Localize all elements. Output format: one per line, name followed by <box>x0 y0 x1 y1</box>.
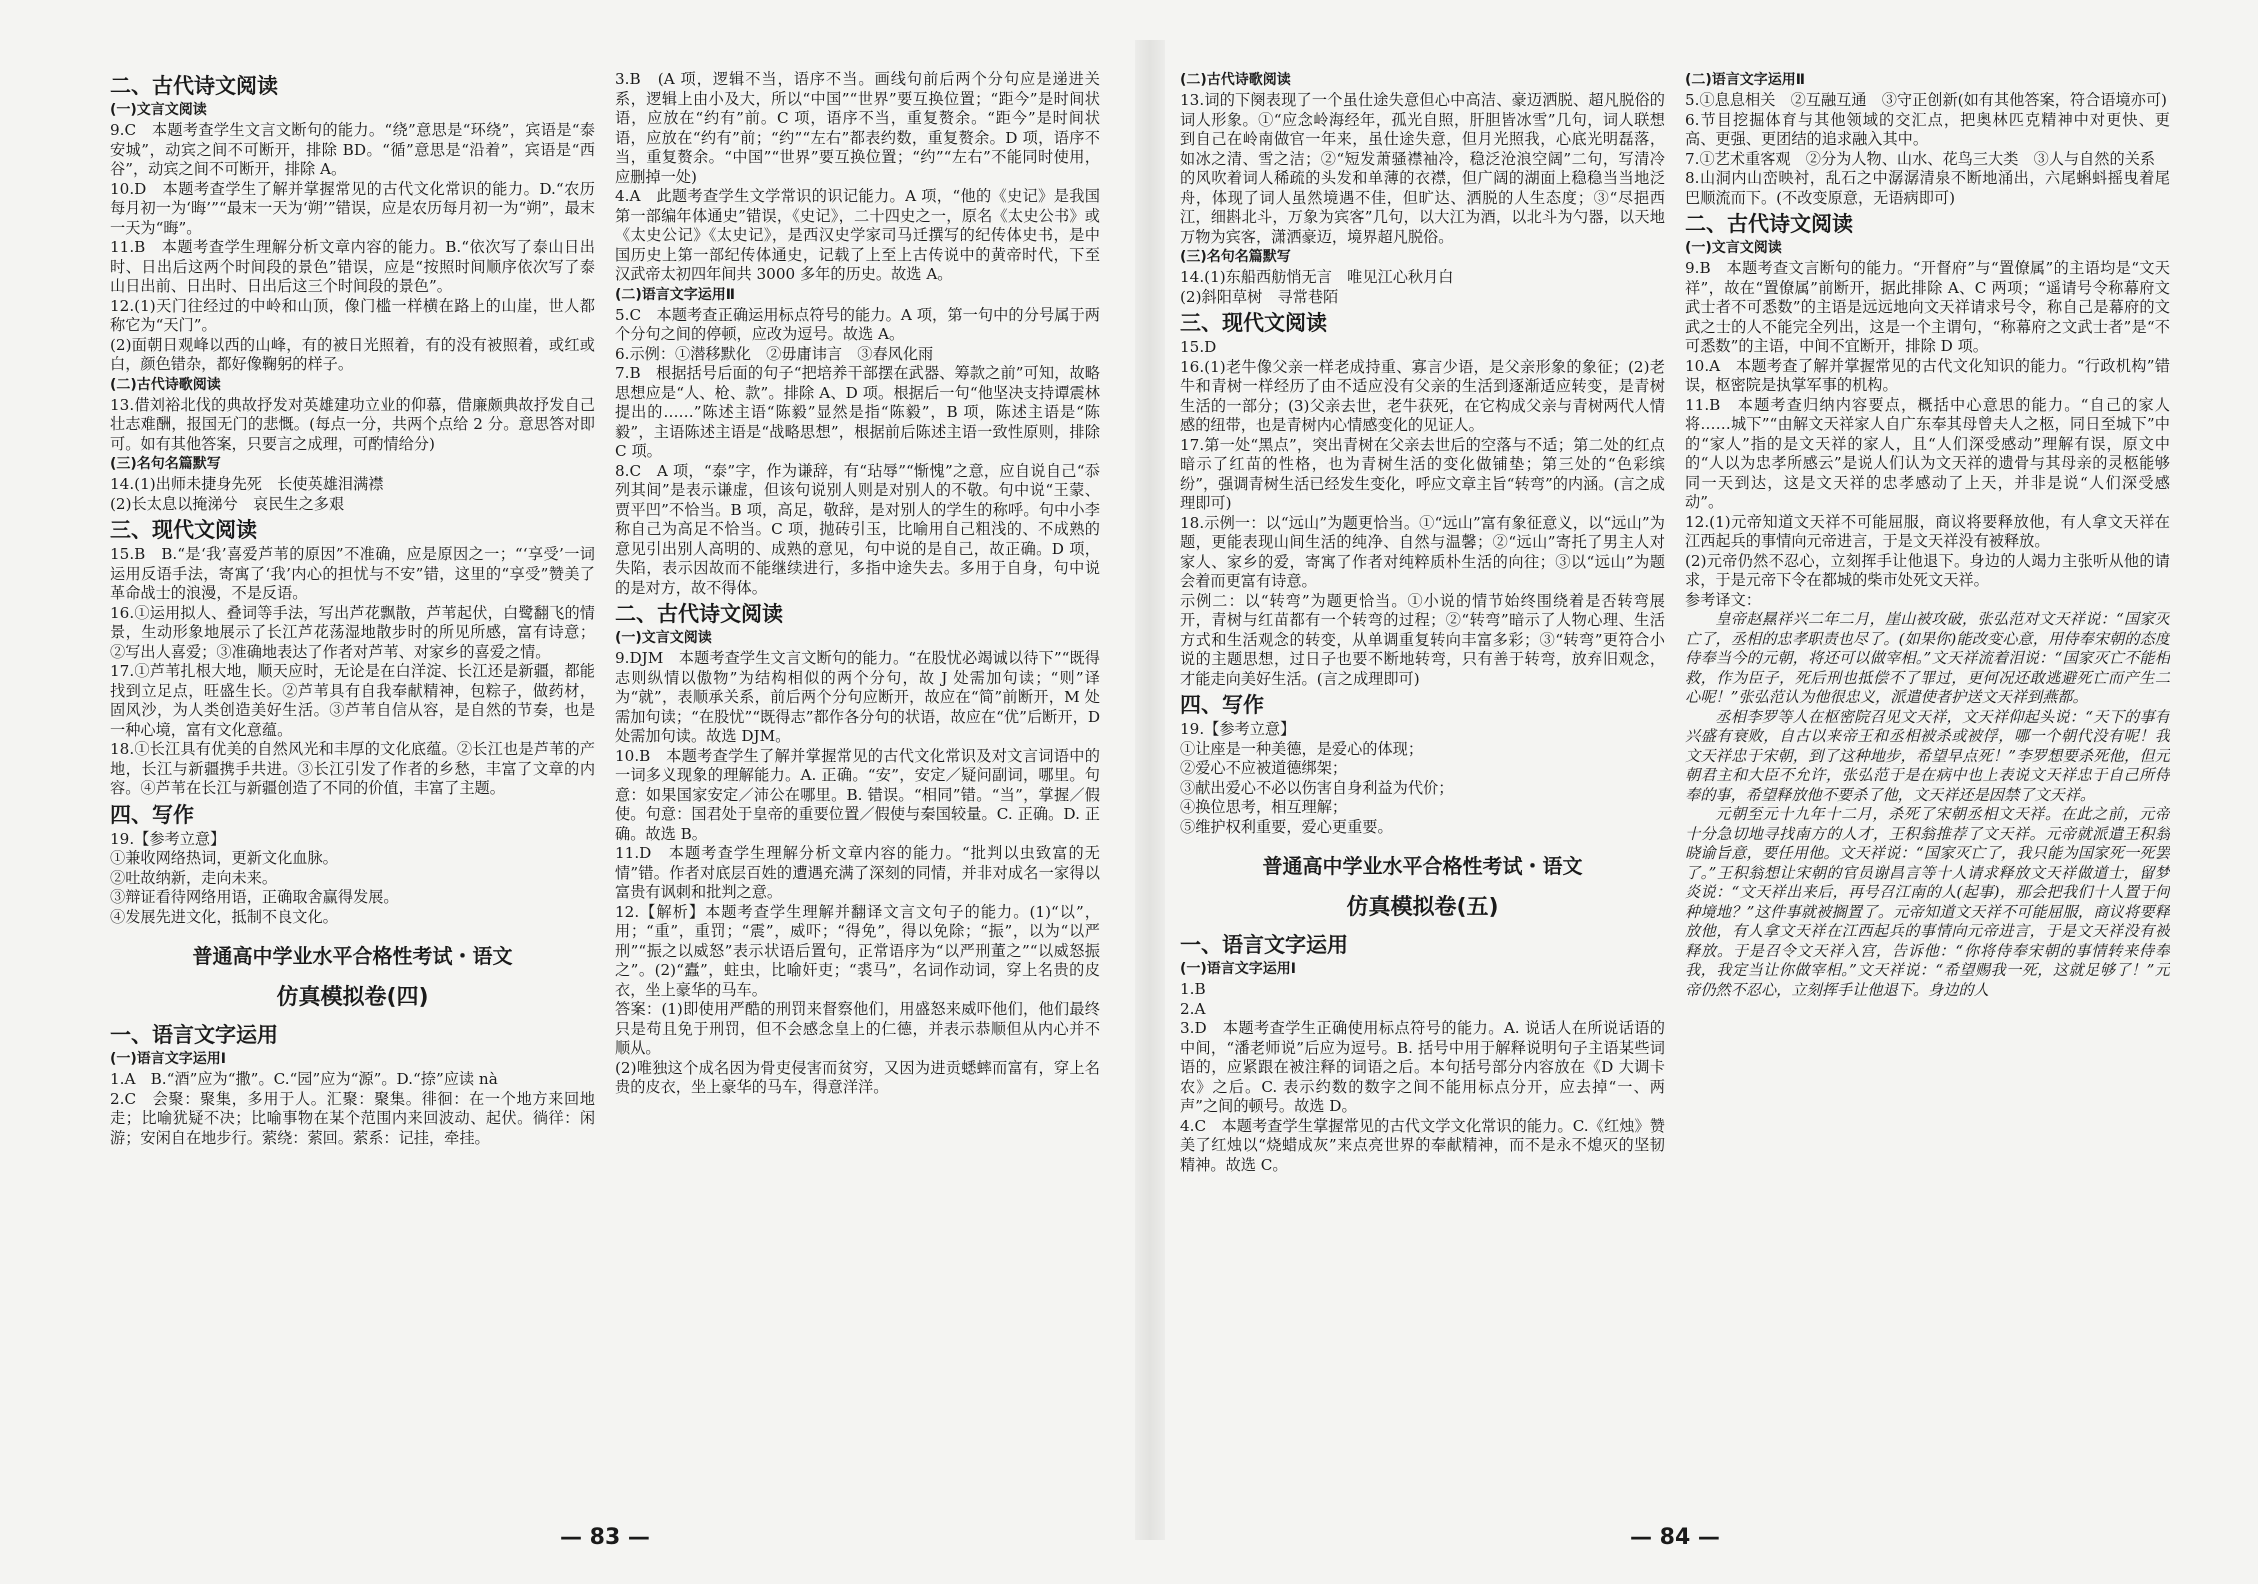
answer-paragraph: 14.(1)出师未捷身先死 长使英雄泪满襟 <box>110 475 384 493</box>
answer-paragraph: 1.B <box>1180 980 1206 998</box>
answer-paragraph: 6.示例：①潜移默化 ②毋庸讳言 ③春风化雨 <box>615 344 934 363</box>
section-heading: 一、语言文字运用 <box>110 1023 278 1047</box>
answer-paragraph: 10.B 本题考查学生了解并掌握常见的古代文化常识及对文言词语中的一词多义现象的理解能力。A. 正确。“安”，安定／疑问副词，哪里。句意：如果国家安定／沛公在哪里。B. 错误。“相同”错。“当”，掌握／假使。句意：国君处于皇帝的重要位置／假使与秦国较量。C. 正确。D. 正确。故选 B。 <box>615 746 1100 843</box>
subsection-heading: (二)语言文字运用Ⅱ <box>615 286 736 303</box>
answer-paragraph: 答案：(1)即使用严酷的刑罚来督察他们，用盛怒来威吓他们，他们最终只是苟且免于刑罚，但不会感念皇上的仁德，并表示恭顺但从内心并不顺从。 <box>615 1000 1100 1057</box>
answer-paragraph: 5.C 本题考查正确运用标点符号的能力。A 项，第一句中的分号属于两个分句之间的停顿，应改为逗号。故选 A。 <box>615 305 1100 343</box>
answer-paragraph: 15.B B.“是‘我’喜爱芦苇的原因”不准确，应是原因之一；“‘享受’一词运用反语手法，寄寓了‘我’内心的担忧与不安”错，这里的“享受”赞美了革命战士的浪漫，不是反语。 <box>110 545 595 602</box>
answer-paragraph: 19.【参考立意】 <box>110 829 226 848</box>
subsection-heading: (二)古代诗歌阅读 <box>110 376 221 393</box>
answer-paragraph: 3.B (A 项，逻辑不当，语序不当。画线句前后两个分句应是递进关系，逻辑上由小及大，所以“中国”“世界”要互换位置；“距今”是时间状语，应放在“约有”前。C 项，语序不当，重复赘余。“距今”是时间状语，应放在“约有”前；“约”“左右”都表约数，重复赘余。D 项，语序不当，重复赘余。“中国”“世界”要互换位置；“约”“左右”不能同时使用，应删掉一处) <box>615 70 1100 186</box>
answer-paragraph: 18.示例一：以“远山”为题更恰当。①“远山”富有象征意义，以“远山”为题，更能表现山间生活的纯净、自然与温馨；②“远山”寄托了男主人对家人、家乡的爱，寄寓了作者对纯粹质朴生活的向往；③以“远山”为题会着而更富有诗意。 <box>1180 513 1665 590</box>
answer-paragraph: 2.C 会聚：聚集，多用于人。汇聚：聚集。徘徊：在一个地方来回地走；比喻犹疑不决；比喻事物在某个范围内来回波动、起伏。徜徉：闲游；安闲自在地步行。萦绕：萦回。萦系：记挂，牵挂。 <box>110 1089 595 1147</box>
answer-paragraph: ③献出爱心不必以伤害自身利益为代价； <box>1180 778 1454 797</box>
left-page-column-2 <box>615 70 1100 1500</box>
answer-paragraph: ①兼收网络热词，更新文化血脉。 <box>110 849 338 867</box>
section-heading: 二、古代诗文阅读 <box>615 602 783 626</box>
answer-paragraph: 14.(1)东船西舫悄无言 唯见江心秋月白 <box>1180 268 1454 286</box>
subsection-heading: (三)名句名篇默写 <box>1180 249 1291 265</box>
answer-paragraph: 9.DJM 本题考查学生文言文断句的能力。“在股忧必竭诚以待下”“既得志则纵情以傲物”为结构相似的两个分句，故 J 处需加句读；“则”译为“就”，表顺承关系，前后两个分句应断开，故应在“简”前断开，M 处需加句读；“在股忧”“既得志”都作各分句的状语，故应在“优”后断开，D 处需加句读。故选 DJM。 <box>615 649 1100 745</box>
answer-paragraph: 11.B 本题考查归纳内容要点，概括中心意思的能力。“自己的家人将……城下”“由解文天祥家人自广东奉其母曾夫人之柩，同日至城下”中的“家人”指的是文天祥的家人，且“人们深受感动”理解有误，原文中的“人以为忠孝所感云”是说人们认为文天祥的遗骨与其母亲的灵柩能够同一天到达，这是文天祥的忠孝感动了上天，并非是说“人们深受感动”。 <box>1685 395 2170 511</box>
answer-paragraph: 9.C 本题考查学生文言文断句的能力。“绕”意思是“环绕”，宾语是“泰安城”，动宾之间不可断开，排除 BD。“循”意思是“沿着”，宾语是“西谷”，动宾之间不可断开，排除 A。 <box>110 121 595 178</box>
section-heading: 四、写作 <box>110 802 194 827</box>
answer-paragraph: (2)唯独这个成名因为骨吏侵害而贫穷，又因为进贡蟋蟀而富有，穿上名贵的皮衣，坐上豪华的马车，得意洋洋。 <box>615 1058 1100 1096</box>
answer-paragraph: 7.①艺术重客观 ②分为人物、山水、花鸟三大类 ③人与自然的关系 <box>1685 149 2156 168</box>
answer-paragraph: 16.(1)老牛像父亲一样老成持重、寡言少语，是父亲形象的象征；(2)老牛和青树一样经历了由不适应没有父亲的生活到逐渐适应转变，是青树生活的一部分；(3)父亲去世，老牛获死，在它构成父亲与青树两代人情感的纽带，也是青树内心情感变化的见证人。 <box>1180 357 1665 434</box>
subsection-heading: (一)语言文字运用Ⅰ <box>110 1051 227 1067</box>
answer-paragraph: 19.【参考立意】 <box>1180 720 1296 738</box>
translation-paragraph: 丞相李罗等人在枢密院召见文天祥，文天祥仰起头说：“天下的事有兴盛有衰败，自古以来帝王和丞相被杀或被俘，哪一个朝代没有呢！我文天祥忠于宋朝，到了这种地步，希望早点死！”李罗想要杀死他，但元朝君主和大臣不允许，张弘范于是在病中也上表说文天祥忠于自己所侍奉的事，希望释放他不要杀了他，文天祥还是因禁了文天祥。 <box>1685 707 2170 804</box>
answer-paragraph: 13.词的下阕表现了一个虽仕途失意但心中高洁、豪迈洒脱、超凡脱俗的词人形象。①“应念岭海经年，孤光自照，肝胆皆冰雪”几句，词人联想到自己在岭南做官一年来，虽仕途失意，但月光照我，心底光明磊落，如冰之清、雪之洁；②“短发萧骚襟袖冷，稳泛沧浪空阔”二句，写清冷的风吹着词人稀疏的头发和单薄的衣襟，但广阔的湖面上稳稳当当地泛舟，体现了词人虽然境遇不佳，但旷达、洒脱的人生态度；③“尽挹西江，细斟北斗，万象为宾客”几句，以大江为酒，以北斗为勺器，以天地万物为宾客，潇洒豪迈，境界超凡脱俗。 <box>1180 91 1665 246</box>
answer-paragraph: (2)斜阳草树 寻常巷陌 <box>1180 287 1339 306</box>
answer-paragraph: 5.①息息相关 ②互融互通 ③守正创新(如有其他答案，符合语境亦可) <box>1685 91 2167 109</box>
answer-paragraph: 1.A B.“酒”应为“撒”。C.“园”应为“源”。D.“捺”应读 nà <box>110 1070 498 1088</box>
translation-paragraph: 皇帝赵㬎祥兴二年二月，崖山被攻破，张弘范对文天祥说：“国家灭亡了，丞相的忠孝职责也尽了。(如果你)能改变心意，用侍奉宋朝的态度侍奉当今的元朝，将还可以做宰相。”文天祥流着泪说：“国家灭亡不能相救，作为臣子，死后刑也抵偿不了罪过，更何况还敢逃避死亡而产生二心呢！”张弘范认为他很忠义，派遣使者护送文天祥到燕都。 <box>1685 610 2170 706</box>
answer-paragraph: 11.D 本题考查学生理解分析文章内容的能力。“批判以虫致富的无情”错。作者对底层百姓的遭遇充满了深刻的同情，并非对成名一家得以富贵有讽刺和批判之意。 <box>615 844 1100 901</box>
subsection-heading: (一)文言文阅读 <box>110 102 207 118</box>
exam-subtitle: 仿真模拟卷(五) <box>1346 895 1499 920</box>
answer-paragraph: (2)长太息以掩涕兮 哀民生之多艰 <box>110 494 345 513</box>
left-page-column-1 <box>110 70 595 1500</box>
answer-paragraph: (2)面朝日观峰以西的山峰，有的被日光照着，有的没有被照着，或红或白，颜色错杂，都好像鞠躬的样子。 <box>110 335 595 373</box>
answer-paragraph: 12.(1)天门往经过的中岭和山顶，像门槛一样横在路上的山崖，世人都称它为“天门”。 <box>110 296 595 334</box>
exam-subtitle: 仿真模拟卷(四) <box>276 985 429 1010</box>
answer-paragraph: 17.①芦苇扎根大地，顺天应时，无论是在白洋淀、长江还是新疆，都能找到立足点，旺盛生长。②芦苇具有自我奉献精神，包粽子，做药材，固风沙，为人类创造美好生活。③芦苇自信从容，是自然的节奏，也是一种心境，富有文化意蕴。 <box>110 662 595 739</box>
page-number-right: — 84 — <box>1630 1525 1720 1550</box>
answer-paragraph: 9.B 本题考查文言断句的能力。“开督府”与“置僚属”的主语均是“文天祥”，故在“置僚属”前断开，据此排除 A、C 两项；“遥请号令称幕府文武士者不可悉数”的主语是远远地向文天祥请求号令，称自己是幕府的文武之士的人不能完全列出，这是一个主谓句，“称幕府之文武士者”是“不可悉数”的主语，中间不宜断开，排除 D 项。 <box>1685 259 2170 355</box>
answer-paragraph: ④发展先进文化，抵制不良文化。 <box>110 907 338 926</box>
section-heading: 二、古代诗文阅读 <box>110 74 278 98</box>
answer-paragraph: ④换位思考，相互理解； <box>1180 798 1348 816</box>
answer-paragraph: 6.节目挖掘体育与其他领域的交汇点，把奥林匹克精神中对更快、更高、更强、更团结的追求融入其中。 <box>1685 110 2170 148</box>
section-heading: 四、写作 <box>1180 693 1264 717</box>
subsection-heading: (一)文言文阅读 <box>615 630 712 646</box>
page-number-left: — 83 — <box>560 1525 650 1550</box>
right-page-column-2 <box>1685 70 2170 1500</box>
right-page <box>1180 70 2190 1520</box>
subsection-heading: (二)语言文字运用Ⅱ <box>1685 72 1806 88</box>
answer-paragraph: ②吐故纳新，走向未来。 <box>110 868 278 887</box>
section-heading: 一、语言文字运用 <box>1180 933 1348 957</box>
answer-paragraph: 3.D 本题考查学生正确使用标点符号的能力。A. 说话人在所说话语的中间，“潘老师说”后应为逗号。B. 括号中用于解释说明句子主语某些词语的，应紧跟在被注释的词语之后。本句括号部分内容放在《D 大调卡农》之后。C. 表示约数的数字之间不能用标点分开，应去掉“一、两声”之间的顿号。故选 D。 <box>1180 1019 1665 1115</box>
answer-paragraph: 4.A 此题考查学生文学常识的识记能力。A 项，“他的《史记》是我国第一部编年体通史”错误，《史记》，二十四史之一，原名《太史公书》或《太史公记》《太史记》，是西汉史学家司马迁撰写的纪传体史书，是中国历史上第一部纪传体通史，记载了上至上古传说中的黄帝时代，下至汉武帝太初四年间共 3000 多年的历史。故选 A。 <box>615 187 1100 283</box>
section-heading: 二、古代诗文阅读 <box>1685 212 1853 236</box>
answer-paragraph: 7.B 根据括号后面的句子“把培养干部摆在武器、筹款之前”可知，故略思想应是“人、枪、款”。排除 A、D 项。根据后一句“他坚决支持谭震林提出的……”陈述主语“陈毅”显然是指“陈毅”，B 项，陈述主语是“陈毅”，主语陈述主语是“战略思想”，根据前后陈述主语一致性原则，排除 C 项。 <box>615 364 1100 460</box>
answer-paragraph: 2.A <box>1180 999 1206 1018</box>
answer-paragraph: 16.①运用拟人、叠词等手法，写出芦花飘散，芦苇起伏，白鹭翻飞的情景，生动形象地展示了长江芦花荡湿地散步时的所见所感，富有诗意；②写出人喜爱；③准确地表达了作者对芦苇、对家乡的喜爱之情。 <box>110 603 595 661</box>
answer-paragraph: ⑤维护权利重要，爱心更重要。 <box>1180 817 1393 836</box>
translation-paragraph: 元朝至元十九年十二月，杀死了宋朝丞相文天祥。在此之前，元帝十分急切地寻找南方的人才，王积翁推荐了文天祥。元帝就派遣王积翁晓谕旨意，要任用他。文天祥说：“国家灭亡了，我只能为国家死一死罢了。”王积翁想让宋朝的官员谢昌言等十人请求释放文天祥做道士，留梦炎说：“文天祥出来后，再号召江南的人(起事)，那会把我们十人置于何种境地？”这件事就被搁置了。元帝知道文天祥不可能屈服，商议将要释放他，有人拿文天祥在江西起兵的事情向元帝进言，于是文天祥没有被释放。于是召令文天祥入宫，告诉他：“你将侍奉宋朝的事情转来侍奉我，我定当让你做宰相。”文天祥说：“希望赐我一死，这就足够了！”元帝仍然不忍心，立刻挥手让他退下。身边的人 <box>1685 805 2170 999</box>
answer-paragraph: 8.C A 项，“泰”字，作为谦辞，有“玷辱”“惭愧”之意，应自说自己“忝列其间”是表示谦虚，但该句说别人则是对别人的不敬。句中说“王蒙、贾平凹”不恰当。B 项，高足，敬辞，是对别人的学生的称呼。句中小李称自己为高足不恰当。C 项，抛砖引玉，比喻用自己粗浅的、不成熟的意见引出别人高明的、成熟的意见，句中说的是自己，故正确。D 项，失陷，表示因故而不能继续进行，多指中途失去。多用于自身，句中说的是对方，故不得体。 <box>615 461 1100 597</box>
answer-paragraph: (2)元帝仍然不忍心，立刻挥手让他退下。身边的人竭力主张听从他的请求，于是元帝下令在都城的柴市处死文天祥。 <box>1685 551 2170 589</box>
answer-paragraph: 13.借刘裕北伐的典故抒发对英雄建功立业的仰慕，借廉颇典故抒发自己壮志难酬，报国无门的悲慨。(每点一分，共两个点给 2 分。意思答对即可。如有其他答案，只要言之成理，可酌情给分) <box>110 395 595 453</box>
exam-title: 普通高中学业水平合格性考试・语文 <box>192 944 513 968</box>
answer-paragraph: 示例二：以“转弯”为题更恰当。①小说的情节始终围绕着是否转弯展开，青树与红苗都有一个转弯的过程；②“转弯”暗示了人物心理、生活方式和生活观念的转变，从单调重复转向丰富多彩；③“转弯”更符合小说的主题思想，过日子也要不断地转弯，只有善于转弯，放弃旧观念，才能走向美好生活。(言之成理即可) <box>1180 591 1665 688</box>
answer-paragraph: 11.B 本题考查学生理解分析文章内容的能力。B.“依次写了泰山日出时、日出后这两个时间段的景色”错误，应是“按照时间顺序依次写了泰山日出前、日出时、日出后这三个时间段的景色”。 <box>110 238 595 295</box>
subsection-heading: (二)古代诗歌阅读 <box>1180 72 1291 88</box>
subsection-heading: (三)名句名篇默写 <box>110 456 221 472</box>
exam-title: 普通高中学业水平合格性考试・语文 <box>1262 854 1583 878</box>
answer-paragraph: 8.山洞内山峦映衬，乱石之中潺潺清泉不断地涌出，六尾蝌蚪摇曳着尾巴顺流而下。(不改变原意，无语病即可) <box>1685 169 2170 207</box>
answer-paragraph: 15.D <box>1180 338 1217 356</box>
section-heading: 三、现代文阅读 <box>1180 311 1327 335</box>
answer-paragraph: 参考译文： <box>1685 590 1761 609</box>
page-gutter <box>1135 40 1165 1540</box>
answer-paragraph: 12.(1)元帝知道文天祥不可能屈服，商议将要释放他，有人拿文天祥在江西起兵的事情向元帝进言，于是文天祥没有被释放。 <box>1685 512 2170 550</box>
subsection-heading: (一)文言文阅读 <box>1685 240 1782 256</box>
answer-paragraph: 10.D 本题考查学生了解并掌握常见的古代文化常识的能力。D.“农历每月初一为‘晦’”“最末一天为‘朔’”错误，应是农历每月初一为“朔”，最末一天为“晦”。 <box>110 179 595 237</box>
answer-paragraph: ②爱心不应被道德绑架； <box>1180 759 1348 777</box>
answer-paragraph: ③辩证看待网络用语，正确取舍赢得发展。 <box>110 888 399 906</box>
answer-paragraph: 18.①长江具有优美的自然风光和丰厚的文化底蕴。②长江也是芦苇的产地，长江与新疆携手共进。③长江引发了作者的乡愁，丰富了文章的内容。④芦苇在长江与新疆创造了不同的价值，丰富了主题。 <box>110 740 595 797</box>
answer-paragraph: 10.A 本题考查了解并掌握常见的古代文化知识的能力。“行政机构”错误，枢密院是执掌军事的机构。 <box>1685 356 2170 394</box>
right-page-column-1 <box>1180 70 1665 1500</box>
answer-paragraph: 4.C 本题考查学生掌握常见的古代文学文化常识的能力。C.《红烛》赞美了红烛以“烧蜡成灰”来点亮世界的奉献精神，而不是永不熄灭的坚韧精神。故选 C。 <box>1180 1116 1665 1174</box>
left-page <box>110 70 1120 1520</box>
answer-paragraph: 12.【解析】本题考查学生理解并翻译文言文句子的能力。(1)“以”，用；“重”，重罚；“震”，威吓；“得免”，得以免除；“振”，以为“以严刑”“振之以威怒”表示状语后置句，正常语序为“以严刑董之”“以威怒振之”。(2)“蠹”，蛀虫，比喻奸吏；“裘马”，名词作动词，穿上名贵的皮衣，坐上豪华的马车。 <box>615 902 1100 999</box>
section-heading: 三、现代文阅读 <box>110 518 257 542</box>
answer-paragraph: ①让座是一种美德，是爱心的体现； <box>1180 739 1423 758</box>
answer-paragraph: 17.第一处“黑点”，突出青树在父亲去世后的空落与不适；第二处的红点暗示了红苗的性格，也为青树生活的变化做铺垫；第三处的“色彩缤纷”，强调青树生活已经发生变化，呼应文章主旨“转弯”的内涵。(言之成理即可) <box>1180 435 1665 512</box>
subsection-heading: (一)语言文字运用Ⅰ <box>1180 961 1297 977</box>
